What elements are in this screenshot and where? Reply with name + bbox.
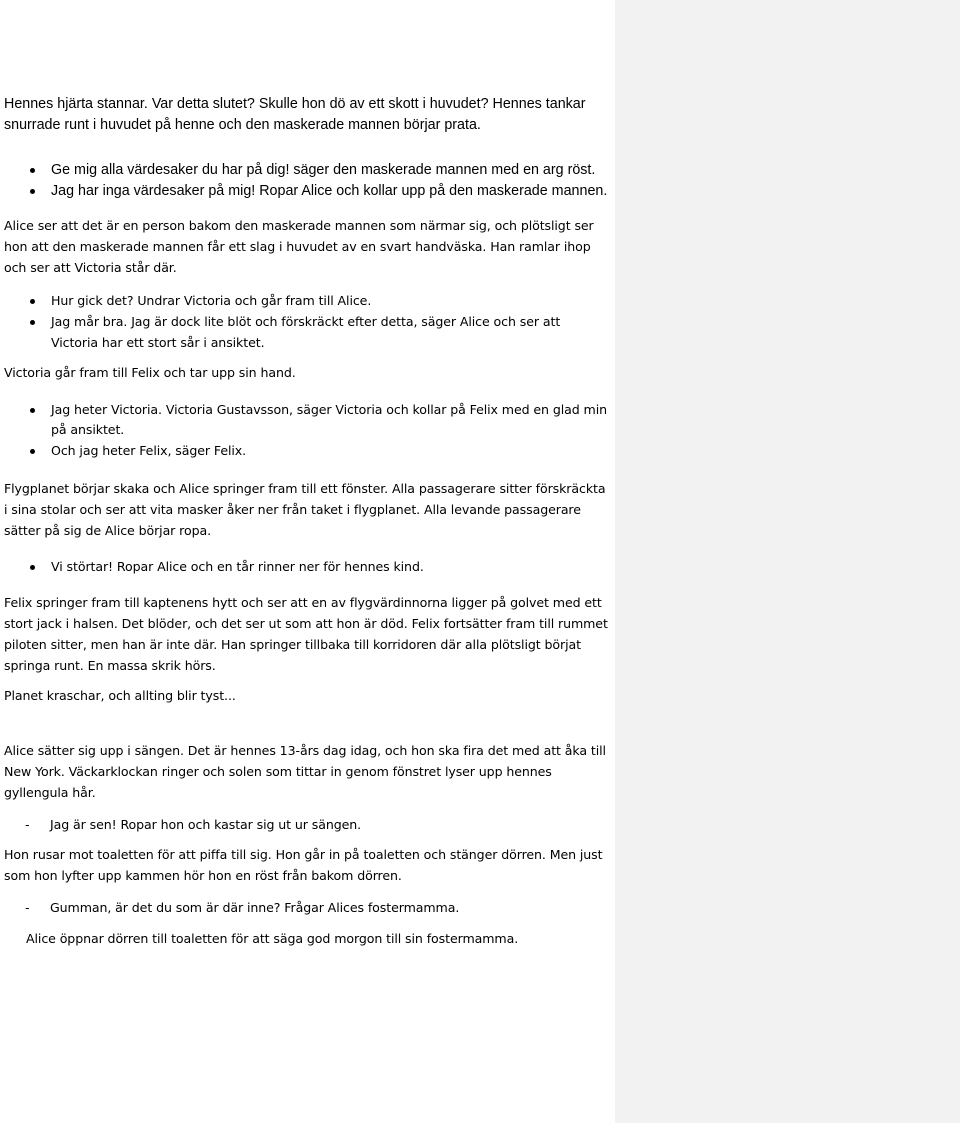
dash-list [4, 815, 609, 836]
document-body [4, 94, 609, 950]
paragraph: Hon rusar mot toaletten för att piffa till sig. Hon går in på toaletten och stänger dörren. Men just som hon lyfter upp kammen hör hon en röst från bakom dörren. [4, 847, 603, 884]
paragraph: Alice ser att det är en person bakom den maskerade mannen som närmar sig, och plötsligt ser hon att den maskerade mannen får ett slag i huvudet av en svart handväska. Han ramlar ihop och ser att Victoria står där. [4, 218, 594, 275]
paragraph: Planet kraschar, och allting blir tyst... [4, 688, 236, 704]
bullet-list [4, 291, 609, 353]
comment-pane [615, 0, 960, 1123]
list-item-text: Jag är sen! Ropar hon och kastar sig ut ur sängen. [50, 816, 362, 832]
paragraph: Hennes hjärta stannar. Var detta slutet? Skulle hon dö av ett skott i huvudet? Hennes tankar snurrade runt i huvudet på henne och den maskerade mannen börjar prata. [4, 96, 586, 133]
dash-list [4, 898, 609, 919]
list-item: Ge mig alla värdesaker du har på dig! säger den maskerade mannen med en arg röst. [4, 160, 609, 181]
paragraph: Flygplanet börjar skaka och Alice springer fram till ett fönster. Alla passagerare sitter förskräckta i sina stolar och ser att vita masker åker ner från taket i flygplanet. Alla levande passagerare sätter på sig de Alice börjar ropa. [4, 480, 606, 538]
dash-marker: - [25, 899, 30, 915]
list-item: Hur gick det? Undrar Victoria och går fram till Alice. [4, 291, 609, 312]
paragraph: Alice öppnar dörren till toaletten för att säga god morgon till sin fostermamma. [26, 930, 519, 946]
list-item: Vi störtar! Ropar Alice och en tår rinner ner för hennes kind. [4, 557, 609, 578]
paragraph: Felix springer fram till kaptenens hytt och ser att en av flygvärdinnorna ligger på golvet med ett stort jack i halsen. Det blöder, och det ser ut som att hon är död. Felix fortsätter fram till rummet piloten sitter, men han är inte där. Han springer tillbaka till korridoren där alla plötsligt börjat springa runt. En massa skrik hörs. [4, 595, 608, 673]
list-item: Jag mår bra. Jag är dock lite blöt och förskräckt efter detta, säger Alice och ser att Victoria har ett stort sår i ansiktet. [4, 312, 609, 354]
list-item [4, 898, 609, 919]
list-item: Och jag heter Felix, säger Felix. [4, 441, 609, 462]
bullet-list [4, 160, 609, 202]
list-item [4, 815, 609, 836]
bullet-list [4, 557, 609, 578]
paragraph: Alice sätter sig upp i sängen. Det är hennes 13-års dag idag, och hon ska fira det med att åka till New York. Väckarklockan ringer och solen som tittar in genom fönstret lyser upp hennes gyllengula hår. [4, 743, 606, 800]
bullet-list [4, 400, 609, 462]
list-item: Jag heter Victoria. Victoria Gustavsson, säger Victoria och kollar på Felix med en glad min på ansiktet. [4, 400, 609, 442]
list-item: Jag har inga värdesaker på mig! Ropar Alice och kollar upp på den maskerade mannen. [4, 181, 609, 202]
list-item-text: Gumman, är det du som är där inne? Frågar Alices fostermamma. [50, 899, 460, 915]
dash-marker: - [25, 816, 30, 832]
paragraph: Victoria går fram till Felix och tar upp sin hand. [4, 364, 296, 380]
